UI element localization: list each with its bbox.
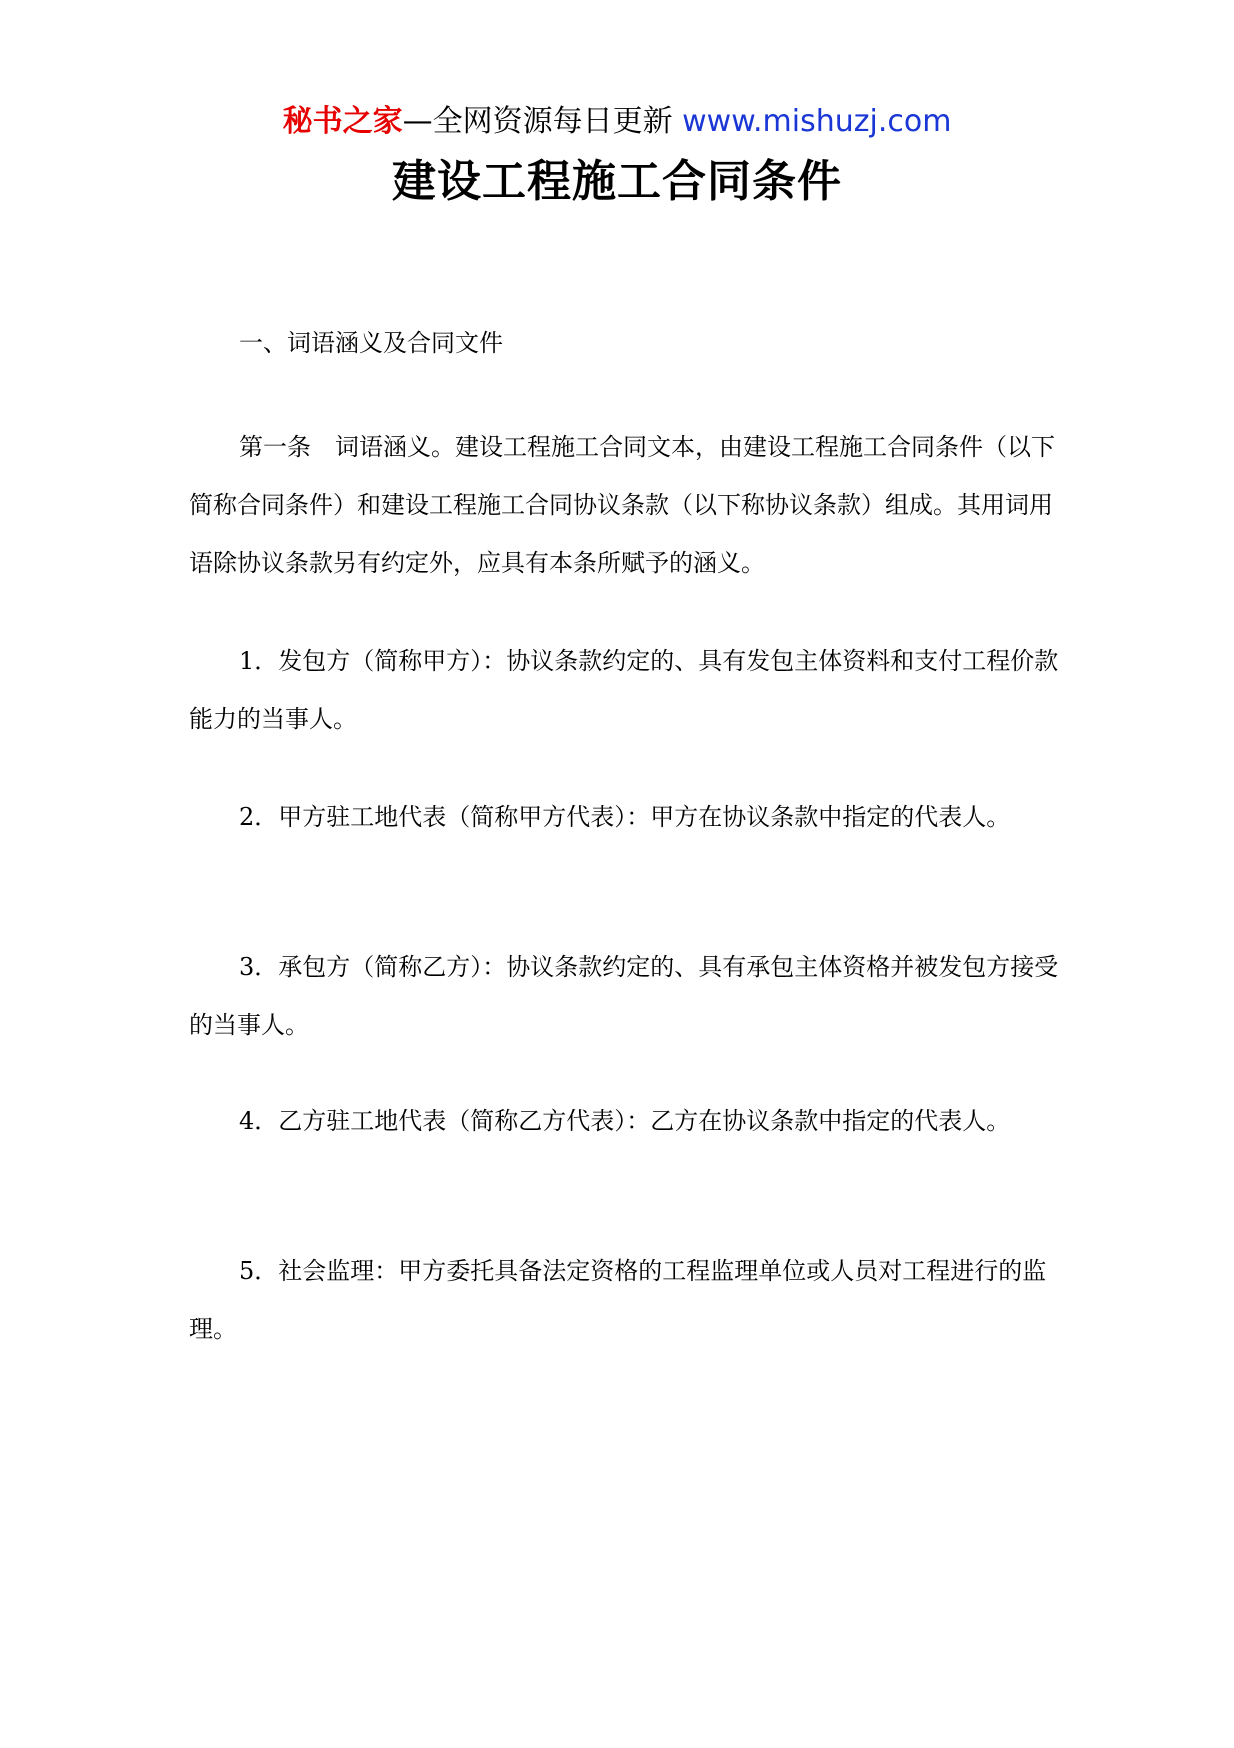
site-header xyxy=(0,100,1234,144)
definition-item-5 xyxy=(189,1242,1059,1358)
definition-item-3 xyxy=(189,938,1059,1054)
definition-item-2-text: 2．甲方驻工地代表（简称甲方代表）：甲方在协议条款中指定的代表人。 xyxy=(239,803,1011,831)
definition-item-4 xyxy=(189,1092,1059,1150)
article-1 xyxy=(189,418,1059,592)
article-1-text: 第一条 词语涵义。建设工程施工合同文本，由建设工程施工合同条件（以下简称合同条件）和建设工程施工合同协议条款（以下称协议条款）组成。其用词用语除协议条款另有约定外，应具有本条所赋予的涵义。 xyxy=(189,433,1055,577)
definition-item-5-text: 5．社会监理：甲方委托具备法定资格的工程监理单位或人员对工程进行的监理。 xyxy=(189,1257,1047,1343)
site-url[interactable]: www.mishuzj.com xyxy=(682,104,952,139)
site-brand: 秘书之家 xyxy=(282,104,403,139)
definition-item-1-text: 1．发包方（简称甲方）：协议条款约定的、具有发包主体资料和支付工程价款能力的当事人。 xyxy=(189,647,1059,733)
definition-item-1 xyxy=(189,632,1059,748)
site-slogan: —全网资源每日更新 xyxy=(402,104,673,139)
section-heading-text: 一、词语涵义及合同文件 xyxy=(239,329,503,357)
section-heading xyxy=(189,314,1059,372)
document-title: 建设工程施工合同条件 xyxy=(392,156,842,207)
definition-item-3-text: 3．承包方（简称乙方）：协议条款约定的、具有承包主体资格并被发包方接受的当事人。 xyxy=(189,953,1059,1039)
definition-item-4-text: 4．乙方驻工地代表（简称乙方代表）：乙方在协议条款中指定的代表人。 xyxy=(239,1107,1011,1135)
definition-item-2 xyxy=(189,788,1059,846)
